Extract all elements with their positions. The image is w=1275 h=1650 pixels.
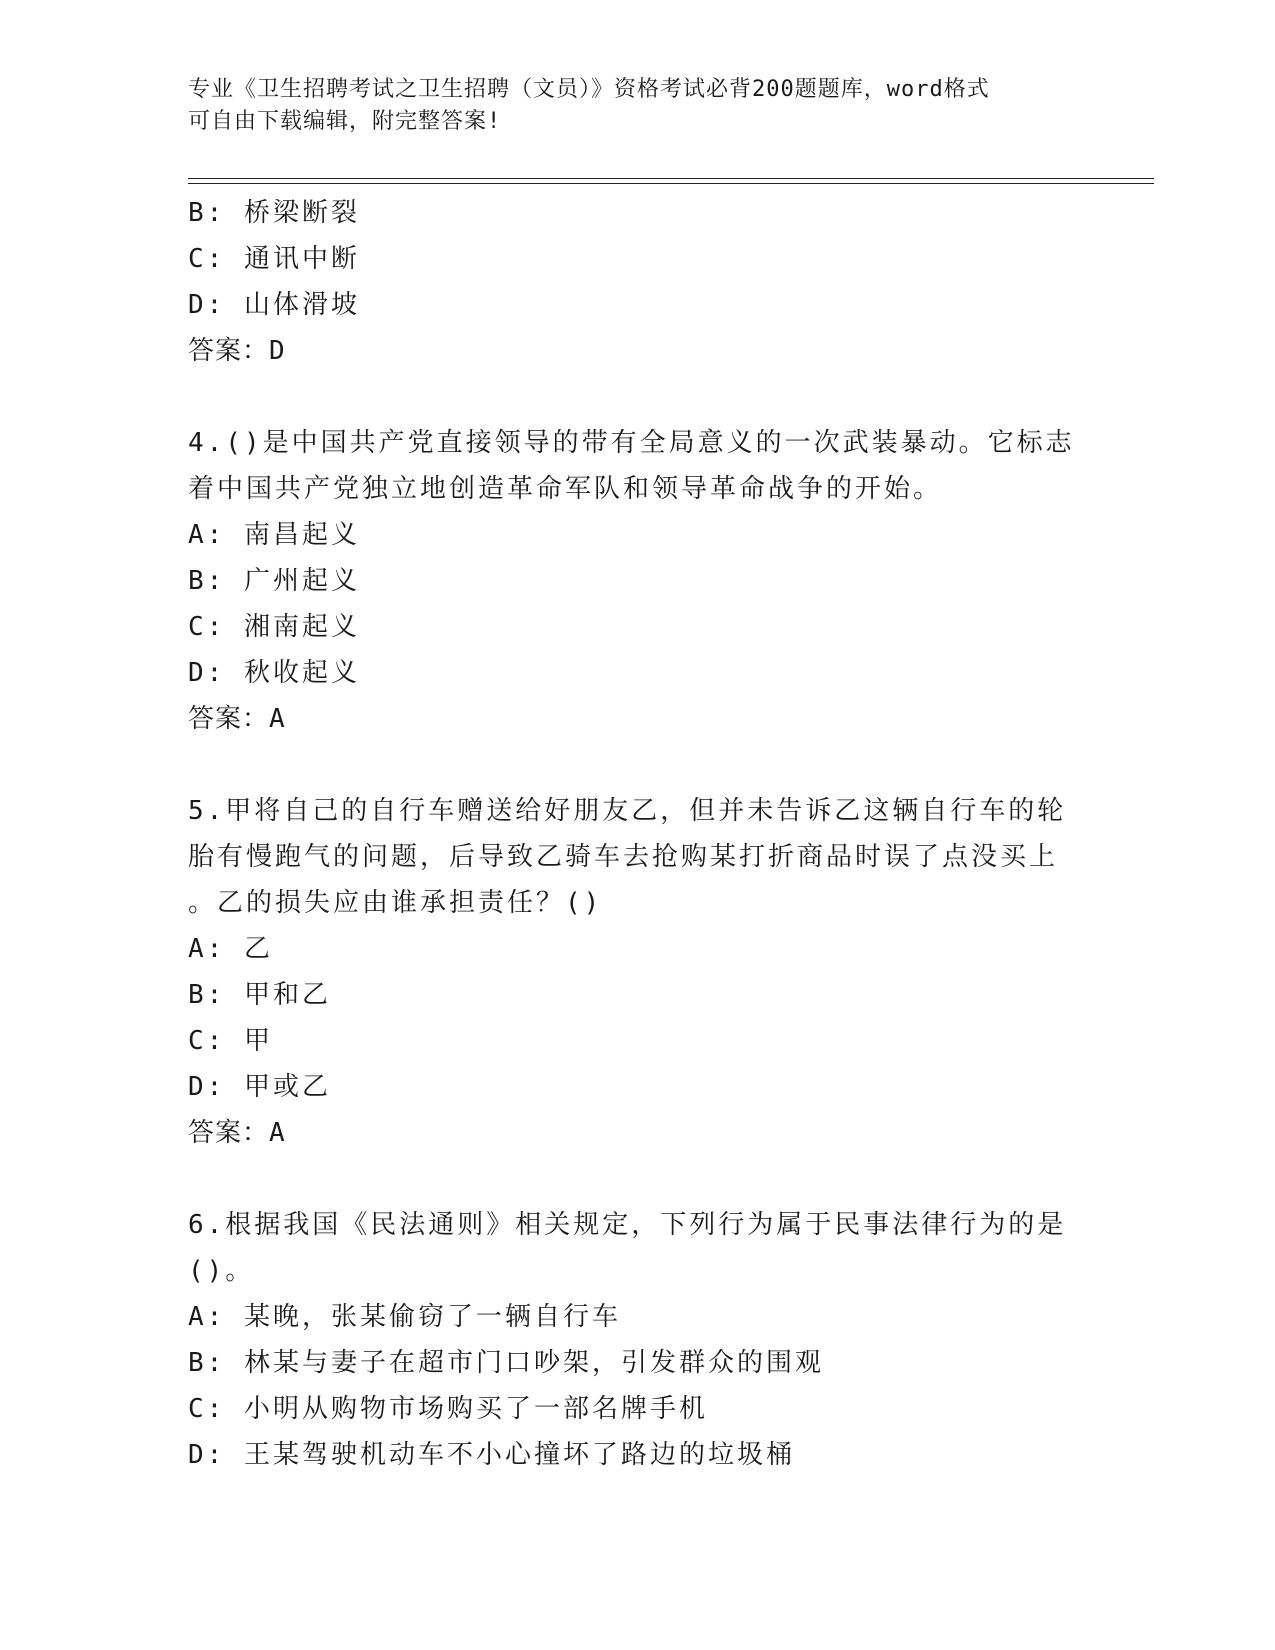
option-c: C: 湘南起义	[188, 612, 360, 642]
option-b: B: 林某与妻子在超市门口吵架，引发群众的围观	[188, 1348, 824, 1378]
question-4	[188, 420, 1075, 742]
question-3-tail	[188, 190, 1068, 374]
header-rule-bottom	[188, 183, 1154, 184]
answer-line: 答案：A	[188, 1118, 286, 1148]
option-b: B: 广州起义	[188, 566, 360, 596]
spacer	[188, 742, 1068, 788]
question-stem-line: 胎有慢跑气的问题，后导致乙骑车去抢购某打折商品时误了点没买上	[188, 842, 1059, 872]
question-5	[188, 788, 1068, 1156]
option-c: C: 通讯中断	[188, 244, 360, 274]
question-content	[188, 190, 1075, 1478]
option-a: A: 乙	[188, 934, 273, 964]
option-b: B: 桥梁断裂	[188, 198, 360, 228]
question-stem-line: ()。	[188, 1256, 255, 1286]
question-stem-line: 6.根据我国《民法通则》相关规定，下列行为属于民事法律行为的是	[188, 1210, 1067, 1240]
question-stem-line: 5.甲将自己的自行车赠送给好朋友乙，但并未告诉乙这辆自行车的轮	[188, 796, 1067, 826]
answer-line: 答案：D	[188, 336, 286, 366]
option-b: B: 甲和乙	[188, 980, 331, 1010]
option-d: D: 甲或乙	[188, 1072, 331, 1102]
question-stem-line: 。乙的损失应由谁承担责任？()	[188, 888, 603, 918]
question-stem-line: 着中国共产党独立地创造革命军队和领导革命战争的开始。	[188, 474, 943, 504]
question-6	[188, 1202, 1068, 1478]
option-c: C: 小明从购物市场购买了一部名牌手机	[188, 1394, 708, 1424]
question-stem-line: 4.()是中国共产党直接领导的带有全局意义的一次武装暴动。它标志	[188, 428, 1075, 458]
spacer	[188, 374, 1068, 420]
header-rule-top	[188, 178, 1154, 179]
option-c: C: 甲	[188, 1026, 273, 1056]
spacer	[188, 1156, 1068, 1202]
option-d: D: 王某驾驶机动车不小心撞坏了路边的垃圾桶	[188, 1440, 795, 1470]
option-a: A: 某晚，张某偷窃了一辆自行车	[188, 1302, 621, 1332]
answer-line: 答案：A	[188, 704, 286, 734]
header-line-2: 可自由下载编辑，附完整答案!	[188, 109, 502, 134]
document-header	[188, 74, 1068, 138]
option-d: D: 山体滑坡	[188, 290, 360, 320]
option-a: A: 南昌起义	[188, 520, 360, 550]
header-line-1: 专业《卫生招聘考试之卫生招聘（文员）》资格考试必背200题题库，word格式	[188, 77, 990, 102]
option-d: D: 秋收起义	[188, 658, 360, 688]
